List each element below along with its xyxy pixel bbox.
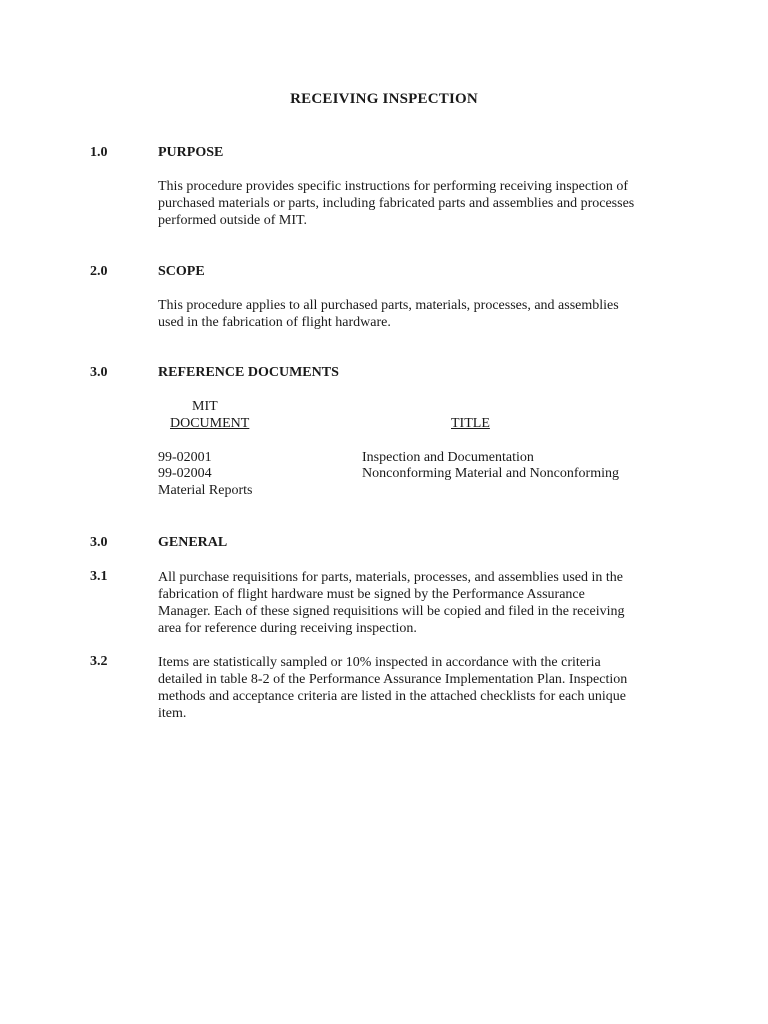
paragraph-line: purchased materials or parts, including fabricated parts and assemblies and processes	[158, 196, 635, 211]
section-number: 2.0	[90, 264, 108, 279]
table-cell-doc: 99-02004	[158, 466, 212, 481]
general-paragraph-3-2	[158, 654, 688, 722]
paragraph-line: This procedure applies to all purchased parts, materials, processes, and assemblies	[158, 298, 619, 313]
table-cell-title-wrap: Material Reports	[158, 483, 253, 498]
table-header-title: TITLE	[451, 416, 490, 431]
purpose-paragraph	[158, 178, 688, 229]
table-cell-title: Inspection and Documentation	[362, 450, 534, 465]
paragraph-line: performed outside of MIT.	[158, 213, 308, 228]
section-heading-reference-documents: REFERENCE DOCUMENTS	[158, 365, 339, 380]
paragraph-line: area for reference during receiving inspection.	[158, 621, 417, 636]
section-number: 1.0	[90, 145, 108, 160]
paragraph-line: fabrication of flight hardware must be signed by the Performance Assurance	[158, 587, 585, 602]
general-paragraph-3-1	[158, 569, 688, 637]
table-cell-doc: 99-02001	[158, 450, 212, 465]
paragraph-line: detailed in table 8-2 of the Performance Assurance Implementation Plan. Inspection	[158, 672, 628, 687]
document-title: RECEIVING INSPECTION	[290, 91, 478, 107]
section-number: 3.1	[90, 569, 108, 584]
table-cell-title: Nonconforming Material and Nonconforming	[362, 466, 619, 481]
table-header-document: DOCUMENT	[170, 416, 250, 431]
paragraph-line: Manager. Each of these signed requisitions will be copied and filed in the receiving	[158, 604, 625, 619]
section-heading-general: GENERAL	[158, 535, 228, 550]
section-heading-scope: SCOPE	[158, 264, 205, 279]
section-number: 3.0	[90, 365, 108, 380]
table-header-mit: MIT	[192, 399, 218, 414]
paragraph-line: All purchase requisitions for parts, materials, processes, and assemblies used in the	[158, 570, 623, 585]
paragraph-line: Items are statistically sampled or 10% inspected in accordance with the criteria	[158, 655, 601, 670]
paragraph-line: item.	[158, 706, 187, 721]
paragraph-line: used in the fabrication of flight hardware.	[158, 315, 391, 330]
paragraph-line: This procedure provides specific instructions for performing receiving inspection of	[158, 179, 629, 194]
section-heading-purpose: PURPOSE	[158, 145, 224, 160]
section-number: 3.2	[90, 654, 108, 669]
paragraph-line: methods and acceptance criteria are listed in the attached checklists for each unique	[158, 689, 627, 704]
section-number: 3.0	[90, 535, 108, 550]
scope-paragraph	[158, 297, 688, 331]
